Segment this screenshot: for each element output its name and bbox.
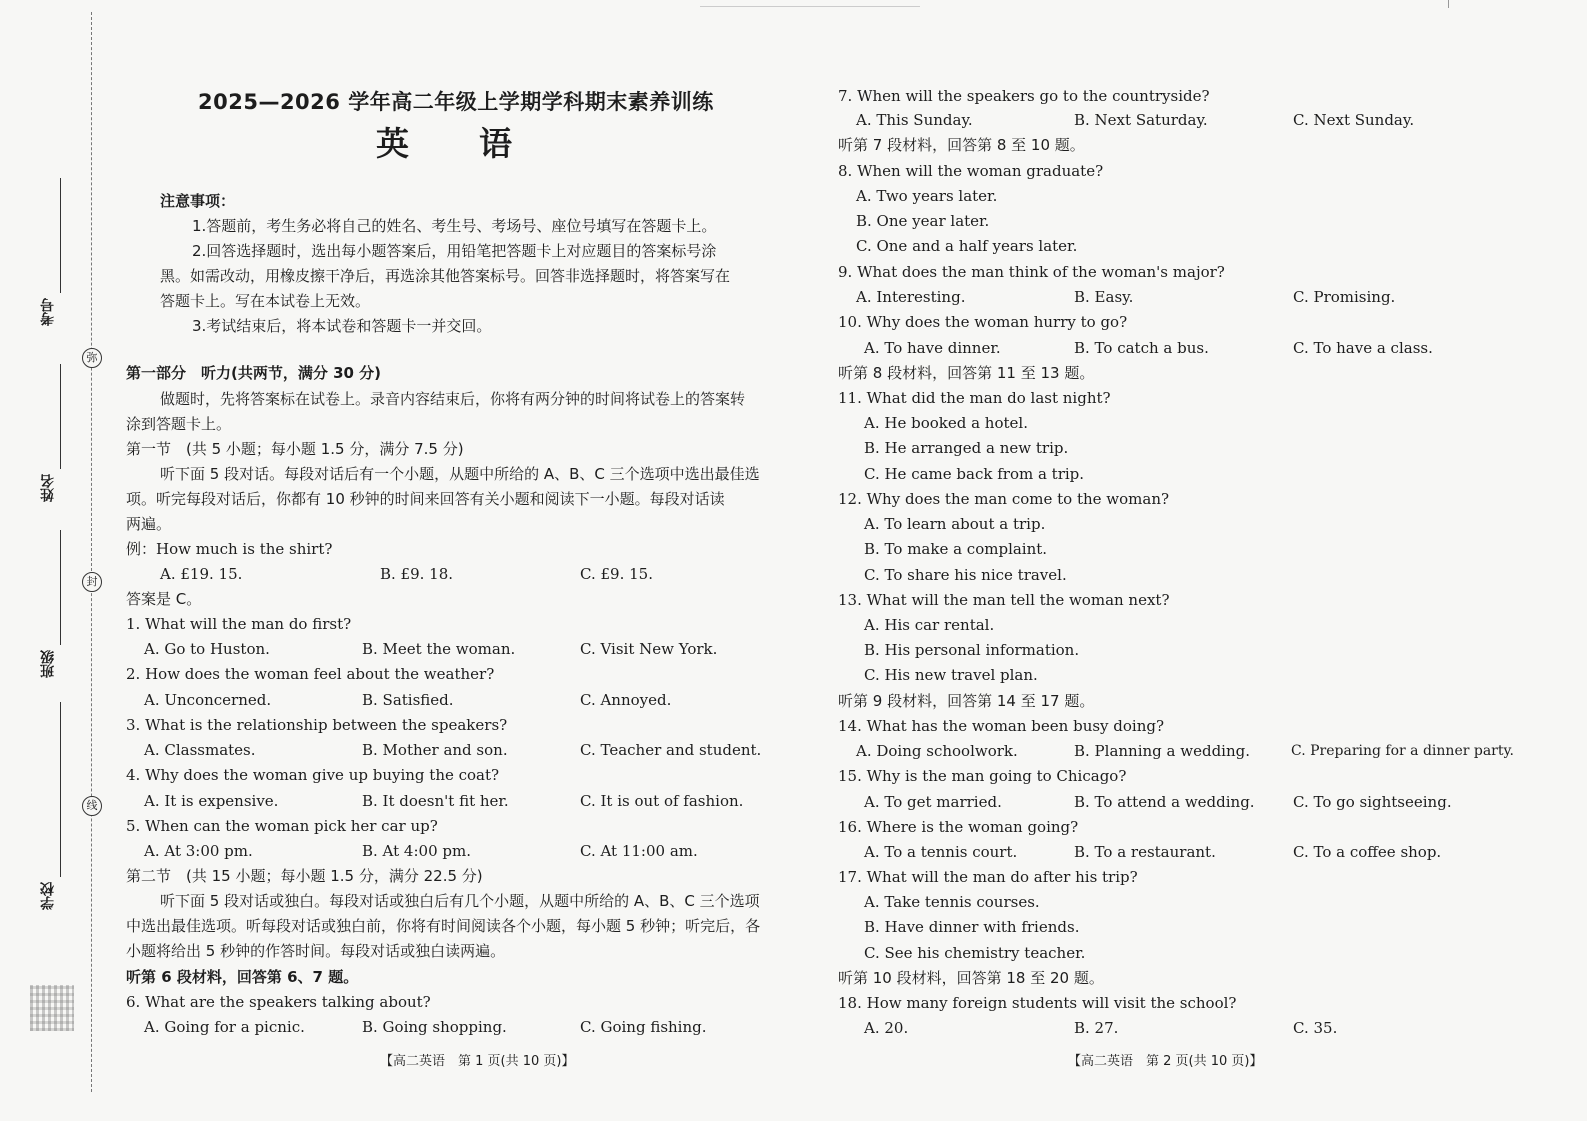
q15-option-b[interactable]: B. To attend a wedding. (1074, 793, 1255, 811)
notice-line: 2.回答选择题时，选出每小题答案后，用铅笔把答题卡上对应题目的答案标号涂 (192, 242, 717, 260)
q8-option-a[interactable]: A. Two years later. (856, 187, 998, 205)
question-6: 6. What are the speakers talking about? (126, 993, 431, 1011)
part1-heading: 第一部分 听力(共两节，满分 30 分) (126, 364, 382, 382)
page-1-footer: 【高二英语 第 1 页(共 10 页)】 (380, 1054, 575, 1069)
school-underline (60, 702, 61, 877)
q16-option-a[interactable]: A. To a tennis court. (864, 843, 1018, 861)
q14-option-b[interactable]: B. Planning a wedding. (1074, 742, 1251, 760)
qr-code (30, 985, 74, 1031)
q13-option-b[interactable]: B. His personal information. (864, 641, 1080, 659)
class-underline (60, 530, 61, 645)
question-3: 3. What is the relationship between the speakers? (126, 716, 508, 734)
q17-option-a[interactable]: A. Take tennis courses. (864, 893, 1040, 911)
example-answer: 答案是 C。 (126, 590, 202, 608)
question-1: 1. What will the man do first? (126, 615, 352, 633)
q5-option-a[interactable]: A. At 3:00 pm. (144, 842, 253, 860)
question-4: 4. Why does the woman give up buying the coat? (126, 766, 500, 784)
q18-option-b[interactable]: B. 27. (1074, 1019, 1119, 1037)
question-8: 8. When will the woman graduate? (838, 162, 1104, 180)
q12-option-c[interactable]: C. To share his nice travel. (864, 566, 1067, 584)
question-13: 13. What will the man tell the woman next? (838, 591, 1170, 609)
q3-option-c[interactable]: C. Teacher and student. (580, 741, 762, 759)
subject-title: 英语 (376, 124, 582, 163)
notice-line: 3.考试结束后，将本试卷和答题卡一并交回。 (192, 317, 492, 335)
q16-option-c[interactable]: C. To a coffee shop. (1293, 843, 1442, 861)
name-label: 姓名 (40, 474, 56, 502)
question-9: 9. What does the man think of the woman's major? (838, 263, 1225, 281)
q13-option-a[interactable]: A. His car rental. (864, 616, 995, 634)
seal-mark-mi: 弥 (82, 348, 102, 368)
q12-option-b[interactable]: B. To make a complaint. (864, 540, 1048, 558)
school-label: 学校 (40, 882, 56, 910)
question-11: 11. What did the man do last night? (838, 389, 1111, 407)
question-7: 7. When will the speakers go to the countryside? (838, 87, 1210, 105)
example-option-c[interactable]: C. £9. 15. (580, 565, 653, 583)
q1-option-a[interactable]: A. Go to Huston. (144, 640, 270, 658)
q4-option-c[interactable]: C. It is out of fashion. (580, 792, 744, 810)
notice-line: 答题卡上。写在本试卷上无效。 (160, 292, 371, 310)
q6-option-a[interactable]: A. Going for a picnic. (144, 1018, 305, 1036)
material-8-heading: 听第 8 段材料，回答第 11 至 13 题。 (838, 364, 1095, 382)
example-question: 例：How much is the shirt? (126, 540, 333, 558)
section1-instruction-line: 听下面 5 段对话。每段对话后有一个小题，从题中所给的 A、B、C 三个选项中选出最佳选 (160, 465, 760, 483)
school-field[interactable] (38, 882, 68, 910)
material-10-heading: 听第 10 段材料，回答第 18 至 20 题。 (838, 969, 1104, 987)
q10-option-c[interactable]: C. To have a class. (1293, 339, 1433, 357)
question-18: 18. How many foreign students will visit the school? (838, 994, 1237, 1012)
q8-option-b[interactable]: B. One year later. (856, 212, 990, 230)
q15-option-a[interactable]: A. To get married. (864, 793, 1002, 811)
material-6-heading: 听第 6 段材料，回答第 6、7 题。 (126, 968, 359, 986)
notice-line: 黑。如需改动，用橡皮擦干净后，再选涂其他答案标号。回答非选择题时，将答案写在 (160, 267, 731, 285)
seal-mark-feng: 封 (82, 572, 102, 592)
q5-option-b[interactable]: B. At 4:00 pm. (362, 842, 471, 860)
example-option-a[interactable]: A. £19. 15. (160, 565, 243, 583)
section2-instruction-line: 小题将给出 5 秒钟的作答时间。每段对话或独白读两遍。 (126, 942, 506, 960)
q7-option-c[interactable]: C. Next Sunday. (1293, 111, 1415, 129)
q3-option-a[interactable]: A. Classmates. (144, 741, 256, 759)
q2-option-b[interactable]: B. Satisfied. (362, 691, 454, 709)
class-label: 班级 (40, 650, 56, 678)
section1-instruction-line: 项。听完每段对话后，你都有 10 秒钟的时间来回答有关小题和阅读下一小题。每段对话读 (126, 490, 725, 508)
q10-option-b[interactable]: B. To catch a bus. (1074, 339, 1209, 357)
seal-mark-xian: 线 (82, 796, 102, 816)
q11-option-c[interactable]: C. He came back from a trip. (864, 465, 1085, 483)
q6-option-b[interactable]: B. Going shopping. (362, 1018, 507, 1036)
section2-instruction-line: 中选出最佳选项。听每段对话或独白前，你将有时间阅读各个小题，每小题 5 秒钟；听完后，各 (126, 917, 761, 935)
question-2: 2. How does the woman feel about the weather? (126, 665, 495, 683)
q14-option-a[interactable]: A. Doing schoolwork. (856, 742, 1018, 760)
notice-heading: 注意事项： (160, 192, 236, 210)
q2-option-a[interactable]: A. Unconcerned. (144, 691, 272, 709)
q1-option-c[interactable]: C. Visit New York. (580, 640, 718, 658)
question-10: 10. Why does the woman hurry to go? (838, 313, 1128, 331)
name-field[interactable] (38, 474, 68, 502)
q9-option-b[interactable]: B. Easy. (1074, 288, 1134, 306)
example-option-b[interactable]: B. £9. 18. (380, 565, 454, 583)
question-5: 5. When can the woman pick her car up? (126, 817, 438, 835)
scan-edge-line (700, 6, 920, 7)
q6-option-c[interactable]: C. Going fishing. (580, 1018, 707, 1036)
q18-option-a[interactable]: A. 20. (864, 1019, 909, 1037)
section1-heading: 第一节 (共 5 小题；每小题 1.5 分，满分 7.5 分) (126, 440, 464, 458)
q7-option-b[interactable]: B. Next Saturday. (1074, 111, 1208, 129)
part1-intro-line: 做题时，先将答案标在试卷上。录音内容结束后，你将有两分钟的时间将试卷上的答案转 (160, 390, 746, 408)
section2-instruction-line: 听下面 5 段对话或独白。每段对话或独白后有几个小题，从题中所给的 A、B、C 三个选项 (160, 892, 760, 910)
q3-option-b[interactable]: B. Mother and son. (362, 741, 508, 759)
q9-option-c[interactable]: C. Promising. (1293, 288, 1396, 306)
question-15: 15. Why is the man going to Chicago? (838, 767, 1127, 785)
question-14: 14. What has the woman been busy doing? (838, 717, 1165, 735)
q17-option-c[interactable]: C. See his chemistry teacher. (864, 944, 1086, 962)
q13-option-c[interactable]: C. His new travel plan. (864, 666, 1038, 684)
question-16: 16. Where is the woman going? (838, 818, 1079, 836)
q17-option-b[interactable]: B. Have dinner with friends. (864, 918, 1080, 936)
q4-option-a[interactable]: A. It is expensive. (144, 792, 279, 810)
name-underline (60, 364, 61, 469)
q5-option-c[interactable]: C. At 11:00 am. (580, 842, 698, 860)
binding-margin (0, 0, 98, 1121)
exam-number-field[interactable] (38, 298, 68, 326)
q7-option-a[interactable]: A. This Sunday. (856, 111, 973, 129)
seal-dashed-line (91, 12, 92, 1092)
notice-line: 1.答题前，考生务必将自己的姓名、考生号、考场号、座位号填写在答题卡上。 (192, 217, 717, 235)
question-17: 17. What will the man do after his trip? (838, 868, 1138, 886)
material-7-heading: 听第 7 段材料，回答第 8 至 10 题。 (838, 136, 1085, 154)
exam-title: 2025—2026 学年高二年级上学期学科期末素养训练 (198, 90, 714, 114)
q2-option-c[interactable]: C. Annoyed. (580, 691, 672, 709)
section2-heading: 第二节 (共 15 小题；每小题 1.5 分，满分 22.5 分) (126, 867, 483, 885)
page-2-footer: 【高二英语 第 2 页(共 10 页)】 (1068, 1054, 1263, 1069)
class-field[interactable] (38, 650, 68, 678)
scan-tick-mark (1448, 0, 1449, 8)
q15-option-c[interactable]: C. To go sightseeing. (1293, 793, 1452, 811)
q16-option-b[interactable]: B. To a restaurant. (1074, 843, 1216, 861)
material-9-heading: 听第 9 段材料，回答第 14 至 17 题。 (838, 692, 1095, 710)
q8-option-c[interactable]: C. One and a half years later. (856, 237, 1078, 255)
section1-instruction-line: 两遍。 (126, 515, 172, 533)
part1-intro-line: 涂到答题卡上。 (126, 415, 232, 433)
q11-option-b[interactable]: B. He arranged a new trip. (864, 439, 1069, 457)
q1-option-b[interactable]: B. Meet the woman. (362, 640, 516, 658)
q18-option-c[interactable]: C. 35. (1293, 1019, 1338, 1037)
exam-number-underline (60, 178, 61, 293)
q12-option-a[interactable]: A. To learn about a trip. (864, 515, 1046, 533)
question-12: 12. Why does the man come to the woman? (838, 490, 1170, 508)
q10-option-a[interactable]: A. To have dinner. (864, 339, 1001, 357)
q11-option-a[interactable]: A. He booked a hotel. (864, 414, 1028, 432)
exam-number-label: 考号 (40, 298, 56, 326)
q14-option-c[interactable]: C. Preparing for a dinner party. (1291, 743, 1514, 759)
q9-option-a[interactable]: A. Interesting. (856, 288, 966, 306)
q4-option-b[interactable]: B. It doesn't fit her. (362, 792, 509, 810)
